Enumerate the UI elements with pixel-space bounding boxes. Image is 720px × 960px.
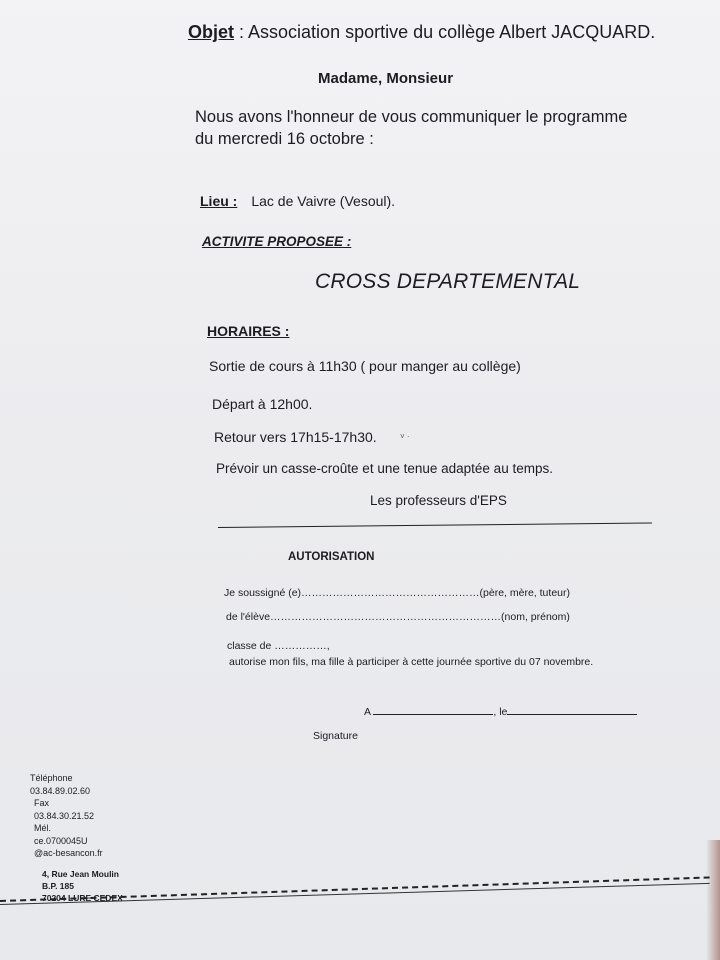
address-street: 4, Rue Jean Moulin: [42, 869, 119, 879]
location-label: Lieu :: [200, 193, 238, 209]
fax-label: Fax: [34, 798, 50, 808]
subject-text: Association sportive du collège Albert JACQUARD.: [248, 22, 656, 42]
schedule-exit: Sortie de cours à 11h30 ( pour manger au collège): [209, 358, 521, 374]
location-value: Lac de Vaivre (Vesoul).: [251, 193, 396, 209]
schedule-label: HORAIRES :: [207, 323, 290, 339]
location-line: [200, 193, 395, 209]
phone-number: 03.84.89.02.60: [30, 785, 91, 796]
contact-block: [30, 772, 160, 860]
address-city: 70204 LURE CEDEX: [42, 893, 123, 903]
signature-label: Signature: [313, 730, 358, 742]
page-edge-shadow: [706, 840, 720, 960]
email-user: ce.0700045U: [34, 835, 88, 846]
authorization-line-guardian: Je soussigné (e)……………………………………………(père, mère, tuteur): [224, 587, 570, 599]
date-prefix: , le: [493, 706, 508, 718]
signoff: Les professeurs d'EPS: [370, 493, 507, 508]
authorization-line-student: de l'élève…………………………………………………………(nom, prénom): [226, 611, 570, 623]
authorization-line-class: classe de ……………,: [227, 640, 330, 652]
greeting: Madame, Monsieur: [318, 70, 454, 87]
intro-line-2: du mercredi 16 octobre :: [195, 130, 374, 148]
activity-title: CROSS DEPARTEMENTAL: [315, 270, 581, 293]
schedule-departure: Départ à 12h00.: [212, 396, 313, 412]
schedule-return: Retour vers 17h15-17h30.: [214, 429, 377, 445]
phone-label: Téléphone: [30, 773, 73, 783]
subject-line: [188, 22, 655, 43]
subject-label: Objet: [188, 22, 235, 42]
authorization-title: AUTORISATION: [288, 551, 375, 563]
schedule-note: Prévoir un casse-croûte et une tenue adaptée au temps.: [216, 461, 553, 476]
address-bp: B.P. 185: [42, 881, 74, 891]
intro-paragraph: [195, 106, 627, 150]
date-blank: [507, 704, 637, 715]
email-label: Mél.: [34, 823, 52, 833]
stray-ink-mark: ˅ ·: [400, 432, 410, 441]
place-blank: [373, 704, 493, 715]
authorization-line-consent: autorise mon fils, ma fille à participer à cette journée sportive du 07 novembre.: [229, 656, 594, 668]
fax-number: 03.84.30.21.52: [34, 810, 95, 821]
email-domain: @ac-besancon.fr: [34, 848, 103, 858]
place-date-line: [364, 704, 637, 718]
place-prefix: A: [364, 706, 371, 718]
activity-label: ACTIVITE PROPOSEE :: [202, 234, 352, 249]
intro-line-1: Nous avons l'honneur de vous communiquer le programme: [195, 108, 628, 126]
subject-separator: :: [234, 22, 249, 42]
